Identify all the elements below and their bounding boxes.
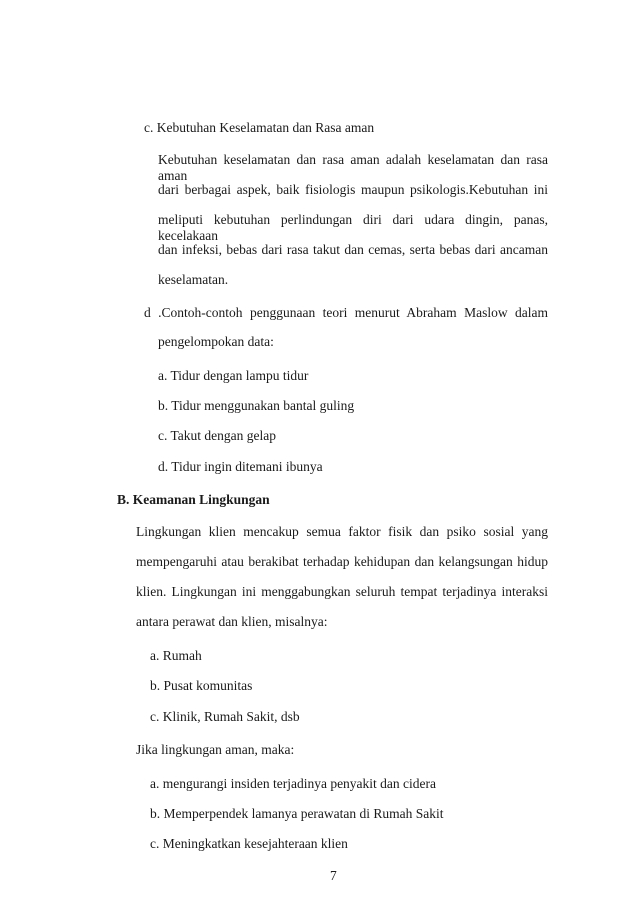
paragraph-line: antara perawat dan klien, misalnya: bbox=[136, 614, 328, 629]
list-item: b. Tidur menggunakan bantal guling bbox=[158, 398, 355, 413]
list-item: c. Meningkatkan kesejahteraan klien bbox=[150, 836, 348, 851]
section-d-heading-continuation: pengelompokan data: bbox=[158, 334, 274, 349]
paragraph-line: meliputi kebutuhan perlindungan diri dari udara dingin, panas, kecelakaan bbox=[158, 212, 548, 243]
list-item: c. Takut dengan gelap bbox=[158, 428, 277, 443]
paragraph-line: Lingkungan klien mencakup semua faktor fisik dan psiko sosial yang bbox=[136, 524, 548, 539]
page-number: 7 bbox=[330, 868, 337, 883]
paragraph-line: dari berbagai aspek, baik fisiologis maupun psikologis.Kebutuhan ini bbox=[158, 182, 548, 197]
list-item: d. Tidur ingin ditemani ibunya bbox=[158, 459, 323, 474]
section-c-heading: c. Kebutuhan Keselamatan dan Rasa aman bbox=[144, 120, 375, 135]
paragraph-line: keselamatan. bbox=[158, 272, 229, 287]
section-d-heading: d .Contoh-contoh penggunaan teori menurut Abraham Maslow dalam bbox=[144, 305, 548, 320]
condition-line: Jika lingkungan aman, maka: bbox=[136, 742, 295, 757]
list-item: a. Tidur dengan lampu tidur bbox=[158, 368, 309, 383]
paragraph-line: dan infeksi, bebas dari rasa takut dan cemas, serta bebas dari ancaman bbox=[158, 242, 548, 257]
list-item: b. Memperpendek lamanya perawatan di Rumah Sakit bbox=[150, 806, 444, 821]
list-item: a. mengurangi insiden terjadinya penyakit dan cidera bbox=[150, 776, 437, 791]
list-item: a. Rumah bbox=[150, 648, 202, 663]
paragraph-line: klien. Lingkungan ini menggabungkan seluruh tempat terjadinya interaksi bbox=[136, 584, 548, 599]
list-item: b. Pusat komunitas bbox=[150, 678, 253, 693]
section-b-heading: B. Keamanan Lingkungan bbox=[117, 492, 270, 507]
paragraph-line: Kebutuhan keselamatan dan rasa aman adalah keselamatan dan rasa aman bbox=[158, 152, 548, 183]
paragraph-line: mempengaruhi atau berakibat terhadap kehidupan dan kelangsungan hidup bbox=[136, 554, 548, 569]
list-item: c. Klinik, Rumah Sakit, dsb bbox=[150, 709, 300, 724]
